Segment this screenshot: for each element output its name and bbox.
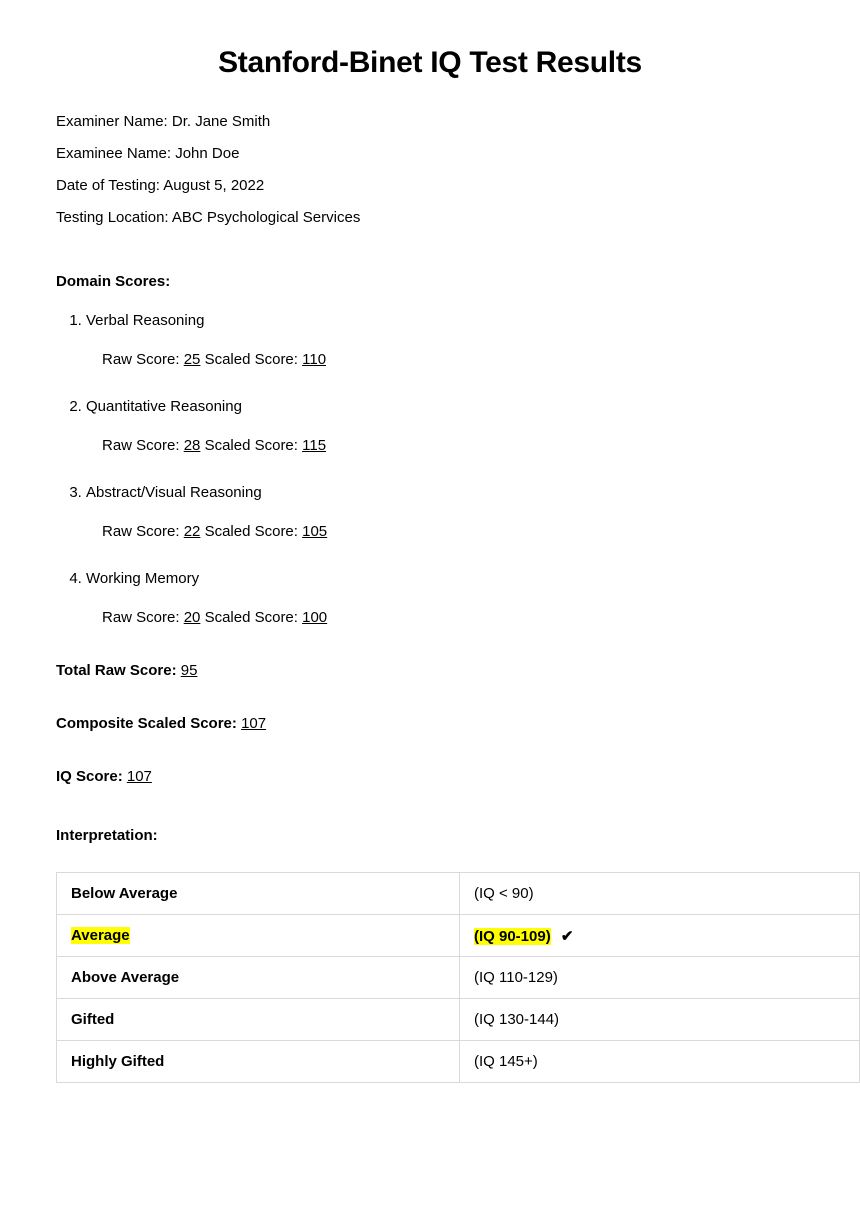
interpretation-range-text: (IQ < 90) bbox=[474, 885, 534, 902]
interpretation-table bbox=[56, 872, 860, 1083]
interpretation-label-highlight: Average bbox=[71, 927, 130, 944]
meta-line-testing-location: Testing Location: ABC Psychological Services bbox=[56, 209, 361, 226]
interpretation-range-text: (IQ 110-129) bbox=[474, 969, 558, 986]
composite-scaled-score-value: 107 bbox=[241, 715, 267, 732]
iq-score-line bbox=[56, 768, 804, 785]
examinee-metadata bbox=[56, 114, 804, 225]
raw-score-value: 20 bbox=[183, 609, 201, 626]
raw-score-label: Raw Score: bbox=[102, 437, 180, 454]
domain-name: Working Memory bbox=[86, 570, 200, 587]
composite-scaled-score-line bbox=[56, 715, 804, 732]
raw-score-value: 25 bbox=[183, 351, 201, 368]
raw-score-label: Raw Score: bbox=[102, 351, 180, 368]
iq-score-label: IQ Score: bbox=[56, 768, 123, 785]
interpretation-label bbox=[57, 915, 460, 957]
domain-name: Verbal Reasoning bbox=[86, 312, 205, 329]
total-raw-score-value: 95 bbox=[180, 662, 198, 679]
composite-scaled-score-label: Composite Scaled Score: bbox=[56, 715, 237, 732]
interpretation-range bbox=[460, 1041, 860, 1083]
interpretation-label: Highly Gifted bbox=[57, 1041, 460, 1083]
interpretation-range-text: (IQ 145+) bbox=[474, 1053, 538, 1070]
meta-line-examinee-name: Examinee Name: John Doe bbox=[56, 145, 240, 162]
table-row bbox=[57, 1041, 860, 1083]
interpretation-range bbox=[460, 915, 860, 957]
interpretation-range-highlight: (IQ 90-109) bbox=[474, 927, 551, 945]
scaled-score-value: 110 bbox=[302, 351, 327, 368]
interpretation-heading: Interpretation: bbox=[56, 827, 158, 844]
scaled-score-value: 115 bbox=[302, 437, 327, 454]
domain-score-line bbox=[102, 609, 804, 626]
domain-name: Abstract/Visual Reasoning bbox=[86, 484, 262, 501]
domain-score-line bbox=[102, 351, 804, 368]
scaled-score-label: Scaled Score: bbox=[204, 351, 298, 368]
table-row bbox=[57, 957, 860, 999]
iq-score-value: 107 bbox=[126, 768, 152, 785]
domain-score-line bbox=[102, 437, 804, 454]
list-item bbox=[86, 484, 804, 540]
total-raw-score-line bbox=[56, 662, 804, 679]
scaled-score-value: 100 bbox=[302, 609, 328, 626]
domain-scores-list bbox=[56, 312, 804, 626]
interpretation-label: Above Average bbox=[57, 957, 460, 999]
domain-scores-heading: Domain Scores: bbox=[56, 273, 171, 290]
domain-score-line bbox=[102, 523, 804, 540]
raw-score-value: 28 bbox=[183, 437, 201, 454]
list-item bbox=[86, 398, 804, 454]
raw-score-label: Raw Score: bbox=[102, 523, 180, 540]
meta-line-examiner-name: Examiner Name: Dr. Jane Smith bbox=[56, 113, 271, 130]
domain-name: Quantitative Reasoning bbox=[86, 398, 242, 415]
interpretation-range-text: (IQ 130-144) bbox=[474, 1011, 560, 1028]
scaled-score-label: Scaled Score: bbox=[204, 523, 298, 540]
total-raw-score-label: Total Raw Score: bbox=[56, 662, 177, 679]
table-row bbox=[57, 999, 860, 1041]
meta-line-date-of-testing: Date of Testing: August 5, 2022 bbox=[56, 177, 265, 194]
list-item bbox=[86, 312, 804, 368]
page-title: Stanford-Binet IQ Test Results bbox=[218, 46, 642, 79]
interpretation-range bbox=[460, 873, 860, 915]
list-item bbox=[86, 570, 804, 626]
table-row bbox=[57, 915, 860, 957]
interpretation-range bbox=[460, 957, 860, 999]
interpretation-label: Gifted bbox=[57, 999, 460, 1041]
interpretation-label: Below Average bbox=[57, 873, 460, 915]
scaled-score-label: Scaled Score: bbox=[204, 609, 298, 626]
scaled-score-value: 105 bbox=[302, 523, 328, 540]
interpretation-range bbox=[460, 999, 860, 1041]
raw-score-value: 22 bbox=[183, 523, 201, 540]
scaled-score-label: Scaled Score: bbox=[204, 437, 298, 454]
table-row bbox=[57, 873, 860, 915]
raw-score-label: Raw Score: bbox=[102, 609, 180, 626]
checkmark-icon: ✔ bbox=[560, 927, 574, 945]
